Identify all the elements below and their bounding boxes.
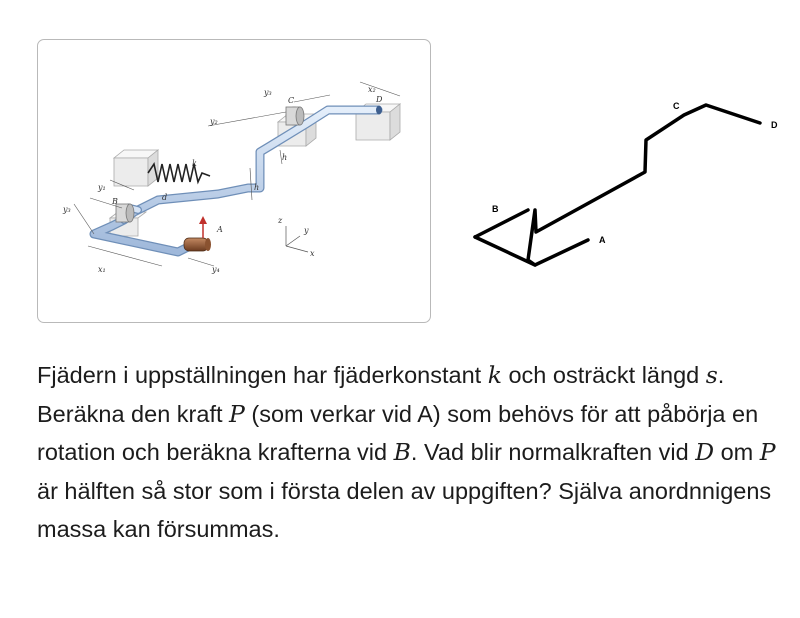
figure-card [37, 39, 431, 323]
label-y3-left: y₃ [63, 205, 71, 214]
text-part-6: om [714, 439, 760, 465]
label-c: C [288, 96, 295, 105]
text-part-2: och osträckt längd [501, 362, 706, 388]
label-h-mid: h [254, 183, 260, 192]
label-h-top: h [282, 153, 288, 162]
handle-a [184, 238, 211, 251]
sketch-path [528, 105, 760, 265]
text-part-7: är hälften så stor som i första delen av uppgiften? Själva anordnnigens massa kan försummas. [37, 477, 772, 542]
label-d-small: d [162, 193, 168, 202]
sketch-label-d: D [771, 120, 778, 130]
sketch-label-b: B [492, 204, 499, 214]
text-part-5: . Vad blir normalkraften vid [410, 439, 696, 465]
var-k: k [487, 361, 502, 389]
var-d: D [695, 438, 715, 466]
label-y3-top: y₃ [264, 88, 272, 97]
text-part-4: (som verkar vid A) som behövs för att påbörja en rotation och beräkna krafterna vid [37, 400, 759, 465]
label-b: B [112, 197, 118, 206]
label-x2: x₂ [368, 85, 376, 94]
hand-sketch [460, 85, 790, 285]
label-y1: y₁ [98, 183, 106, 192]
text-part-1: Fjädern i uppställningen har fjäderkonstant [37, 362, 488, 388]
label-a: A [217, 225, 223, 234]
var-p-2: P [759, 438, 776, 466]
sketch-left-end [475, 210, 528, 237]
label-d: D [376, 95, 383, 104]
mechanism-figure [38, 40, 432, 324]
label-y4: y₄ [212, 265, 220, 274]
var-b: B [393, 438, 411, 466]
label-y2: y₂ [210, 117, 218, 126]
text-part-3: . Beräkna den kraft [37, 362, 725, 427]
sketch-label-a: A [599, 235, 606, 245]
label-axis-y: y [304, 226, 309, 235]
problem-statement [37, 356, 797, 549]
sketch-label-c: C [673, 101, 680, 111]
collar-c [286, 107, 304, 125]
end-cap-d [376, 106, 382, 115]
force-arrow-p [199, 216, 207, 238]
label-k: k [192, 159, 197, 168]
label-axis-x: x [310, 249, 315, 258]
var-p-1: P [229, 399, 245, 428]
var-s: s [705, 361, 718, 389]
sketch-lower-arm [475, 237, 535, 265]
label-axis-z: z [278, 216, 283, 225]
label-x1: x₁ [98, 265, 106, 274]
